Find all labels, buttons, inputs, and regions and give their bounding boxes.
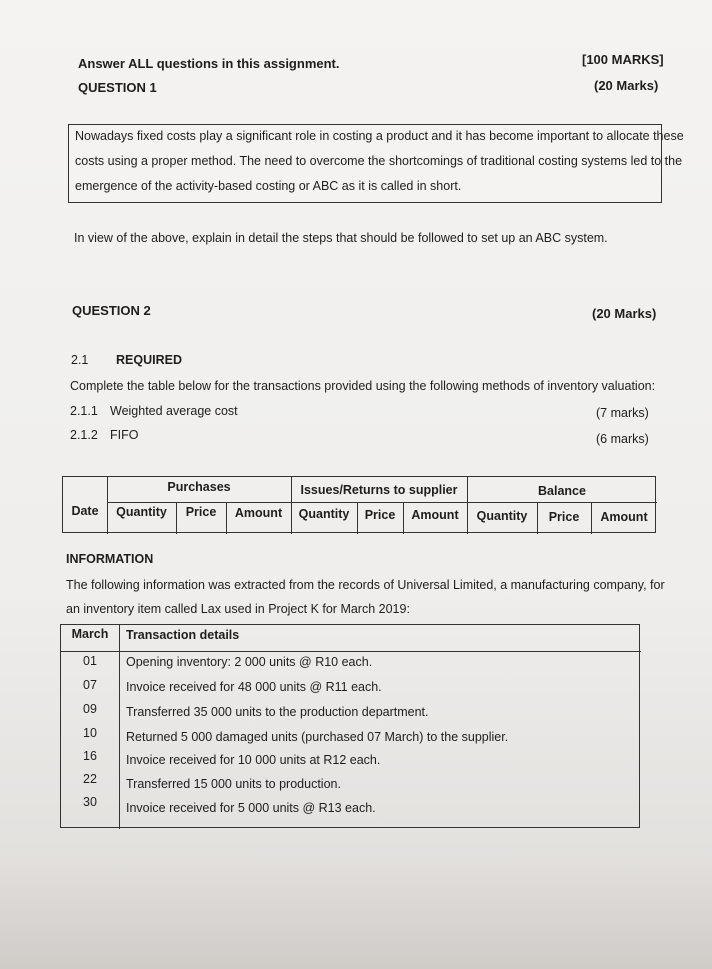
item-number: 2.1.1: [70, 404, 98, 418]
question-1-context-box: [68, 124, 684, 203]
information-title: INFORMATION: [66, 552, 154, 566]
item-marks: (7 marks): [596, 406, 649, 420]
column-header: Quantity: [476, 509, 528, 523]
transaction-detail: Opening inventory: 2 000 units @ R10 each.: [126, 655, 373, 669]
item-marks: (6 marks): [596, 432, 649, 446]
question-1-prompt: In view of the above, explain in detail the steps that should be followed to set up an ABC system.: [74, 231, 608, 245]
question-2-marks: (20 Marks): [592, 306, 657, 321]
question-1-title: QUESTION 1: [78, 80, 157, 95]
section-label: REQUIRED: [116, 353, 182, 367]
transaction-detail: Invoice received for 5 000 units @ R13 each.: [126, 801, 376, 815]
column-header: Amount: [411, 508, 459, 522]
column-header: Amount: [600, 510, 648, 524]
transaction-day: 07: [83, 678, 97, 692]
table-rule: [119, 625, 120, 829]
section-instruction: Complete the table below for the transactions provided using the following methods of inventory valuation:: [70, 379, 656, 393]
assignment-instruction: Answer ALL questions in this assignment.: [78, 56, 340, 71]
transaction-day: 09: [83, 702, 97, 716]
column-header: Quantity: [116, 505, 167, 519]
column-header: Price: [364, 508, 396, 522]
group-header-issues: Issues/Returns to supplier: [300, 483, 458, 497]
column-header: Price: [548, 510, 580, 524]
column-header: Date: [71, 504, 99, 518]
inventory-valuation-table: [62, 476, 656, 533]
transaction-detail: Transferred 15 000 units to production.: [126, 777, 341, 791]
question-1-marks: (20 Marks): [594, 78, 659, 93]
column-header-details: Transaction details: [126, 628, 240, 642]
item-number: 2.1.2: [70, 428, 98, 442]
transaction-day: 22: [83, 772, 97, 786]
transaction-detail: Transferred 35 000 units to the production department.: [126, 705, 429, 719]
column-header: Amount: [234, 506, 283, 520]
table-rule: [107, 502, 657, 503]
column-header: Quantity: [298, 507, 350, 521]
transaction-day: 30: [83, 795, 97, 809]
information-line: The following information was extracted from the records of Universal Limited, a manufacturing company, for: [66, 578, 665, 592]
transaction-detail: Invoice received for 48 000 units @ R11 each.: [126, 680, 382, 694]
column-header-march: March: [71, 627, 109, 641]
context-line: emergence of the activity-based costing or ABC as it is called in short.: [75, 179, 462, 193]
transaction-detail: Invoice received for 10 000 units at R12 each.: [126, 753, 381, 767]
transaction-day: 01: [83, 654, 97, 668]
item-label: FIFO: [110, 428, 139, 442]
table-rule: [61, 651, 641, 652]
section-number: 2.1: [71, 353, 89, 367]
group-header-balance: Balance: [538, 484, 586, 498]
transaction-detail: Returned 5 000 damaged units (purchased 07 March) to the supplier.: [126, 730, 509, 744]
transactions-table: [60, 624, 640, 828]
transaction-day: 16: [83, 749, 97, 763]
information-line: an inventory item called Lax used in Project K for March 2019:: [66, 602, 410, 616]
total-marks: [100 MARKS]: [582, 52, 664, 67]
context-line: costs using a proper method. The need to overcome the shortcomings of traditional costing systems led to the: [75, 154, 683, 168]
item-label: Weighted average cost: [110, 404, 238, 418]
context-line: Nowadays fixed costs play a significant role in costing a product and it has become important to allocate these: [75, 129, 684, 143]
group-header-purchases: Purchases: [167, 480, 231, 494]
question-2-title: QUESTION 2: [72, 303, 151, 318]
transaction-day: 10: [83, 726, 97, 740]
column-header: Price: [185, 505, 217, 519]
